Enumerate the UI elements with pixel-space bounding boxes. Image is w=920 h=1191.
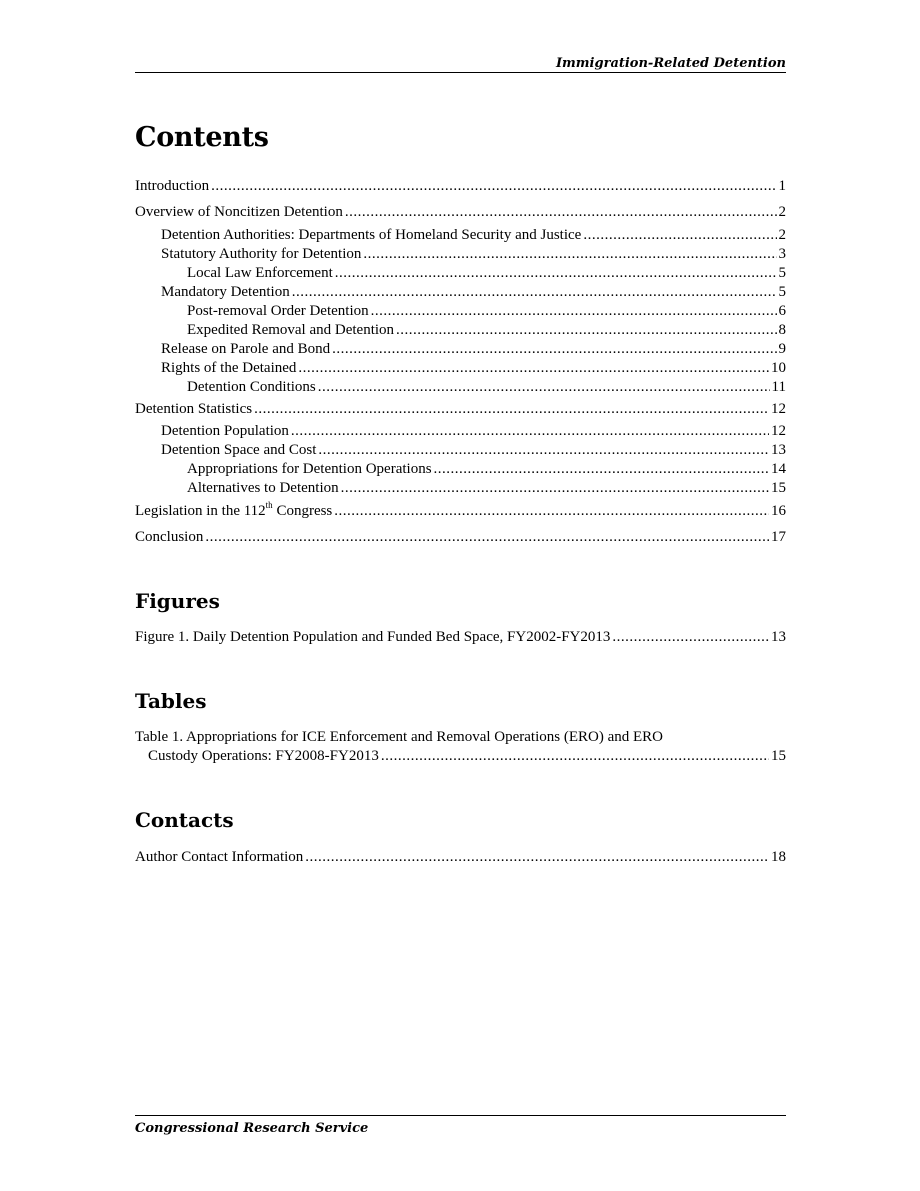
- toc-page: 15: [771, 480, 786, 496]
- toc-entry-detention-population[interactable]: [161, 422, 786, 440]
- leader-dots: [291, 422, 769, 440]
- toc-page: 8: [778, 322, 786, 338]
- running-header: Immigration-Related Detention: [555, 56, 786, 71]
- toc-label: Mandatory Detention: [161, 284, 290, 300]
- toc-page: 12: [771, 423, 786, 439]
- figures-heading: Figures: [135, 589, 220, 613]
- toc-entry-detention-space[interactable]: [161, 441, 786, 459]
- toc-page: 15: [771, 748, 786, 764]
- toc-page: 17: [771, 529, 786, 545]
- toc-label: Detention Population: [161, 423, 289, 439]
- leader-dots: [305, 848, 769, 866]
- toc-entry-overview[interactable]: [135, 203, 786, 221]
- toc-label-pre: Legislation in the 112: [135, 503, 266, 519]
- toc-entry-legislation[interactable]: [135, 502, 786, 520]
- toc-entry-mandatory-detention[interactable]: [161, 283, 786, 301]
- toc-label: Post-removal Order Detention: [187, 303, 369, 319]
- toc-entry-release-parole[interactable]: [161, 340, 786, 358]
- toc-label: Rights of the Detained: [161, 360, 297, 376]
- leader-dots: [332, 340, 776, 358]
- toc-page: 13: [771, 629, 786, 645]
- toc-page: 5: [778, 284, 786, 300]
- toc-label: [135, 502, 332, 520]
- toc-page: 2: [778, 204, 786, 220]
- leader-dots: [371, 302, 777, 320]
- leader-dots: [612, 628, 769, 646]
- toc-label: Detention Conditions: [187, 379, 316, 395]
- toc-entry-appropriations[interactable]: [187, 460, 786, 478]
- toc-entry-local-law-enforcement[interactable]: [187, 264, 786, 282]
- toc-label: Introduction: [135, 178, 210, 194]
- toc-label: Statutory Authority for Detention: [161, 246, 362, 262]
- toc-page: 18: [771, 849, 786, 865]
- toc-page: 6: [778, 303, 786, 319]
- toc-label: Detention Authorities: Departments of Homeland Security and Justice: [161, 227, 582, 243]
- toc-entry-detention-statistics[interactable]: [135, 400, 786, 418]
- toc-page: 1: [778, 178, 786, 194]
- toc-entry-figure-1[interactable]: [135, 628, 786, 646]
- toc-entry-detention-authorities[interactable]: [161, 226, 786, 244]
- leader-dots: [298, 359, 769, 377]
- toc-label-line2-row: [135, 747, 786, 766]
- toc-label-post: Congress: [272, 503, 333, 519]
- leader-dots: [345, 203, 777, 221]
- leader-dots: [292, 283, 777, 301]
- toc-label-line2: Custody Operations: FY2008-FY2013: [148, 748, 379, 764]
- toc-label: Author Contact Information: [135, 849, 304, 865]
- leader-dots: [381, 747, 769, 766]
- leader-dots: [583, 226, 776, 244]
- toc-page: 5: [778, 265, 786, 281]
- toc-page: 16: [771, 503, 786, 519]
- toc-entry-author-contact[interactable]: [135, 848, 786, 866]
- toc-label: Release on Parole and Bond: [161, 341, 331, 357]
- contents-heading: Contents: [135, 122, 269, 153]
- toc-label-sup: th: [265, 500, 273, 510]
- toc-entry-expedited-removal[interactable]: [187, 321, 786, 339]
- leader-dots: [396, 321, 776, 339]
- toc-entry-alternatives[interactable]: [187, 479, 786, 497]
- toc-label: Figure 1. Daily Detention Population and Funded Bed Space, FY2002-FY2013: [135, 629, 611, 645]
- toc-label: Appropriations for Detention Operations: [187, 461, 432, 477]
- toc-label: Detention Statistics: [135, 401, 253, 417]
- leader-dots: [363, 245, 776, 263]
- leader-dots: [205, 528, 769, 546]
- toc-page: 14: [771, 461, 786, 477]
- toc-page: 10: [771, 360, 786, 376]
- contacts-heading: Contacts: [135, 808, 234, 832]
- leader-dots: [335, 264, 777, 282]
- toc-page: 3: [778, 246, 786, 262]
- leader-dots: [211, 177, 776, 195]
- leader-dots: [341, 479, 769, 497]
- toc-entry-detention-conditions[interactable]: [187, 378, 786, 396]
- toc-label-line1: Table 1. Appropriations for ICE Enforcement and Removal Operations (ERO) and ERO: [135, 729, 663, 745]
- toc-label: Alternatives to Detention: [187, 480, 339, 496]
- toc-label: Detention Space and Cost: [161, 442, 317, 458]
- toc-page: 11: [771, 379, 786, 395]
- toc-label: Conclusion: [135, 529, 204, 545]
- running-footer: Congressional Research Service: [135, 1121, 369, 1136]
- toc-entry-table-1[interactable]: [135, 728, 786, 766]
- toc-page: 12: [771, 401, 786, 417]
- leader-dots: [318, 441, 769, 459]
- toc-label: Local Law Enforcement: [187, 265, 333, 281]
- toc-entry-statutory-authority[interactable]: [161, 245, 786, 263]
- tables-heading: Tables: [135, 689, 207, 713]
- leader-dots: [334, 502, 769, 520]
- toc-page: 9: [778, 341, 786, 357]
- leader-dots: [254, 400, 769, 418]
- leader-dots: [318, 378, 770, 396]
- leader-dots: [434, 460, 769, 478]
- footer-rule: [135, 1115, 786, 1116]
- toc-label: Expedited Removal and Detention: [187, 322, 395, 338]
- toc-label: Overview of Noncitizen Detention: [135, 204, 343, 220]
- toc-page: 2: [778, 227, 786, 243]
- header-rule: [135, 72, 786, 73]
- toc-entry-post-removal[interactable]: [187, 302, 786, 320]
- toc-page: 13: [771, 442, 786, 458]
- toc-entry-conclusion[interactable]: [135, 528, 786, 546]
- toc-entry-rights-detained[interactable]: [161, 359, 786, 377]
- toc-entry-introduction[interactable]: [135, 177, 786, 195]
